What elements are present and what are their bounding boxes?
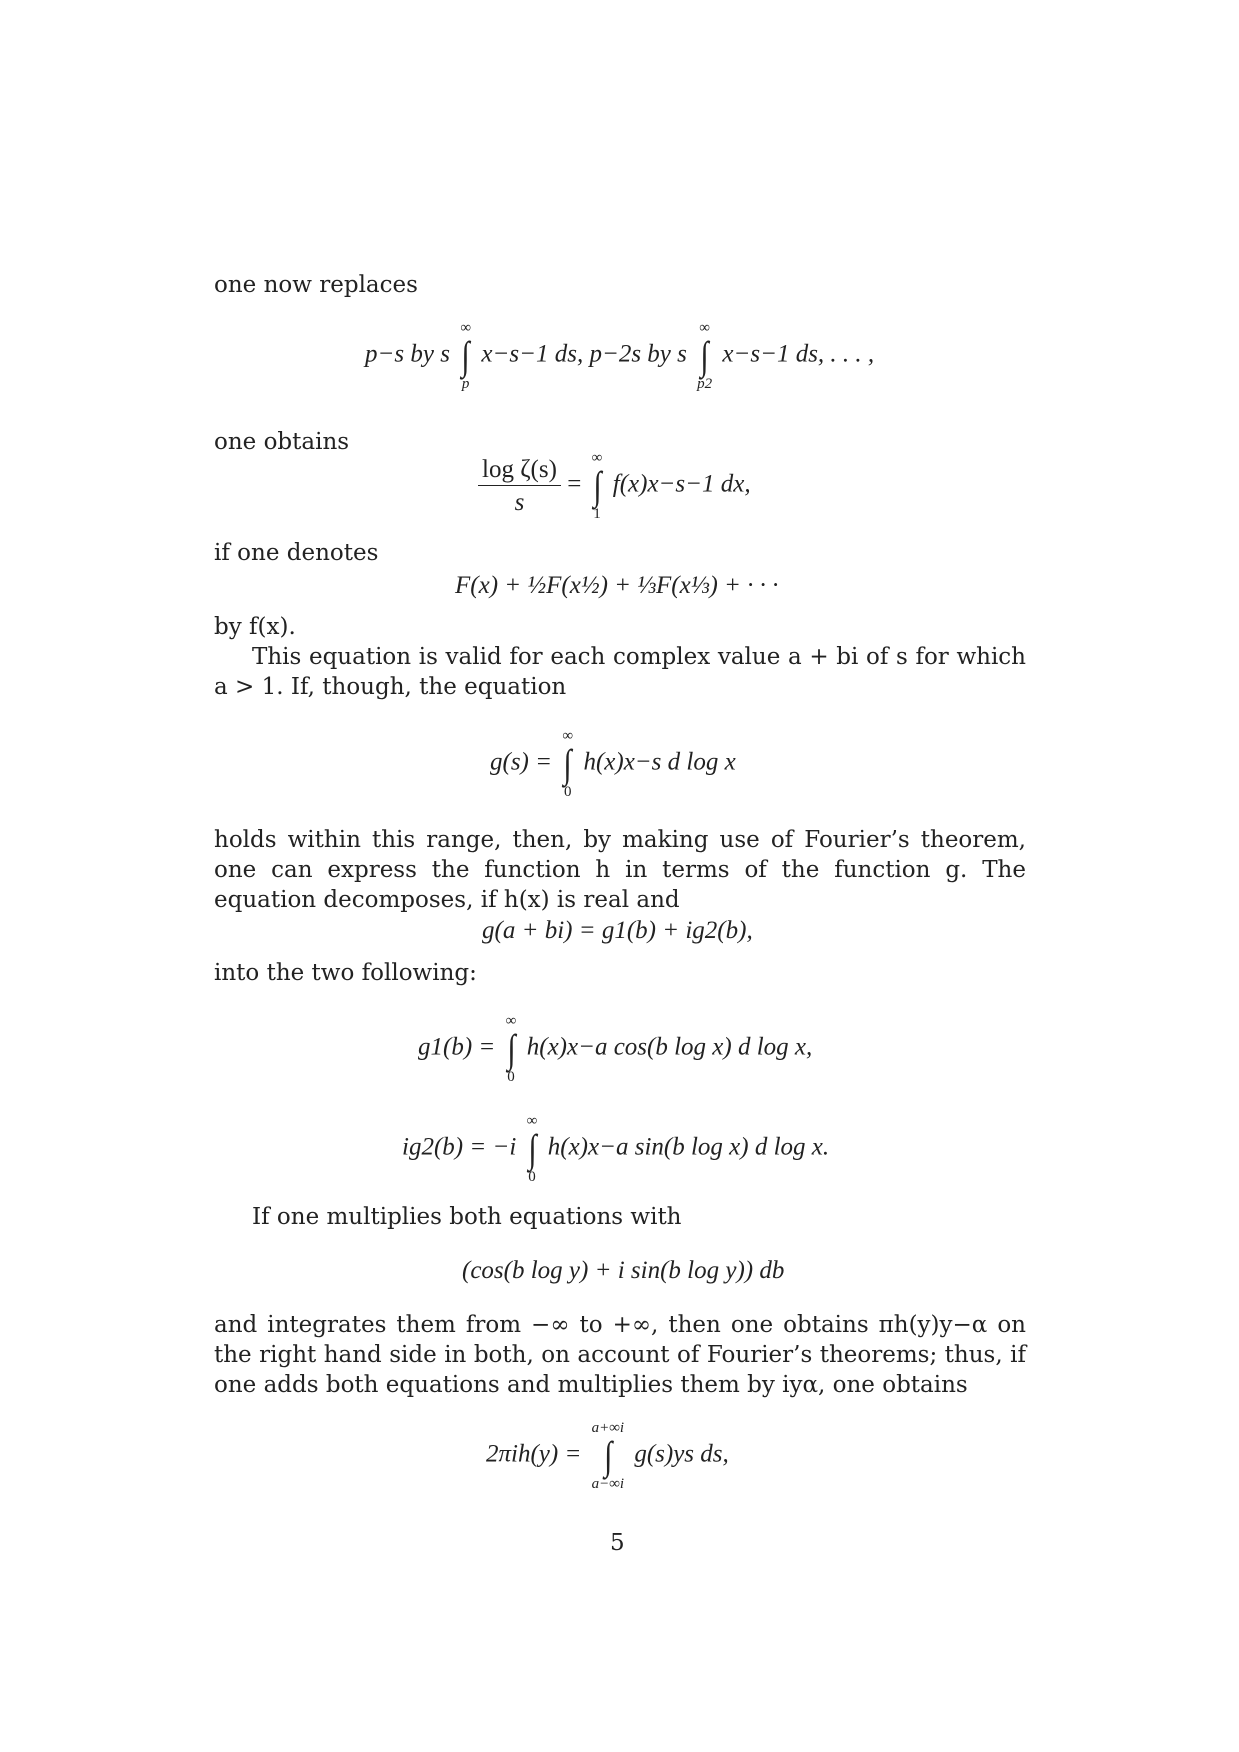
integral-symbol: ∞ ∫ 0 — [505, 1013, 517, 1085]
equation-g2: ig2(b) = −i ∞ ∫ 0 h(x)x−a sin(b log x) d log x. — [402, 1113, 830, 1185]
integral-symbol: a+∞i ∫ a−∞i — [591, 1420, 625, 1492]
fraction: $\frac{\text{log ζ(s)}}{s}$ — [478, 457, 561, 515]
equation-g-decomposition: g(a + bi) = g1(b) + ig2(b), — [482, 917, 753, 944]
equation-inversion: 2πih(y) = a+∞i ∫ a−∞i g(s)ys ds, — [486, 1420, 729, 1492]
equation-F-series: F(x) + ½F(x½) + ⅓F(x⅓) + · · · — [455, 572, 779, 599]
eq1-part-a: p−s by s — [365, 340, 450, 368]
paragraph-integrates: and integrates them from −∞ to +∞, then one obtains πh(y)y−α on the right hand side in both, on account of Fourier’s theorems; thus, if one adds both equations and multiplies them by iyα, one obtains — [214, 1312, 1026, 1398]
text-line-by-fx: by f(x). — [214, 614, 296, 640]
paragraph-fourier: holds within this range, then, by making use of Fourier’s theorem, one can express the function h in terms of the function g. The equation decomposes, if h(x) is real and — [214, 827, 1026, 913]
integral-symbol: ∞ ∫ p2 — [697, 320, 713, 392]
text-line-replaces: one now replaces — [214, 272, 418, 298]
equation-replacement — [365, 320, 874, 392]
eq1-part-b: x−s−1 ds, p−2s by s — [481, 340, 687, 368]
text-line-obtains: one obtains — [214, 429, 350, 455]
integral-symbol: ∞ ∫ 0 — [562, 728, 574, 800]
eq1-part-c: x−s−1 ds, . . . , — [722, 340, 875, 368]
integral-symbol: ∞ ∫ p — [460, 320, 472, 392]
equation-cos-sin: (cos(b log y) + i sin(b log y)) db — [462, 1257, 785, 1284]
text-line-multiplies: If one multiplies both equations with — [252, 1204, 682, 1230]
page-number: 5 — [610, 1530, 625, 1556]
integral-symbol: ∞ ∫ 1 — [591, 450, 603, 522]
equation-g1: g1(b) = ∞ ∫ 0 h(x)x−a cos(b log x) d log x, — [418, 1013, 813, 1085]
paragraph-validity: This equation is valid for each complex value a + bi of s for which a > 1. If, though, the equation — [214, 644, 1026, 700]
integral-symbol: ∞ ∫ 0 — [526, 1113, 538, 1185]
text-line-denotes: if one denotes — [214, 540, 379, 566]
text-line-two-following: into the two following: — [214, 960, 477, 986]
equation-g-of-s: g(s) = ∞ ∫ 0 h(x)x−s d log x — [490, 728, 736, 800]
equation-log-zeta: $\frac{\text{log ζ(s)}}{s}$ = ∞ ∫ 1 f(x)x−s−1 dx, — [478, 450, 751, 522]
